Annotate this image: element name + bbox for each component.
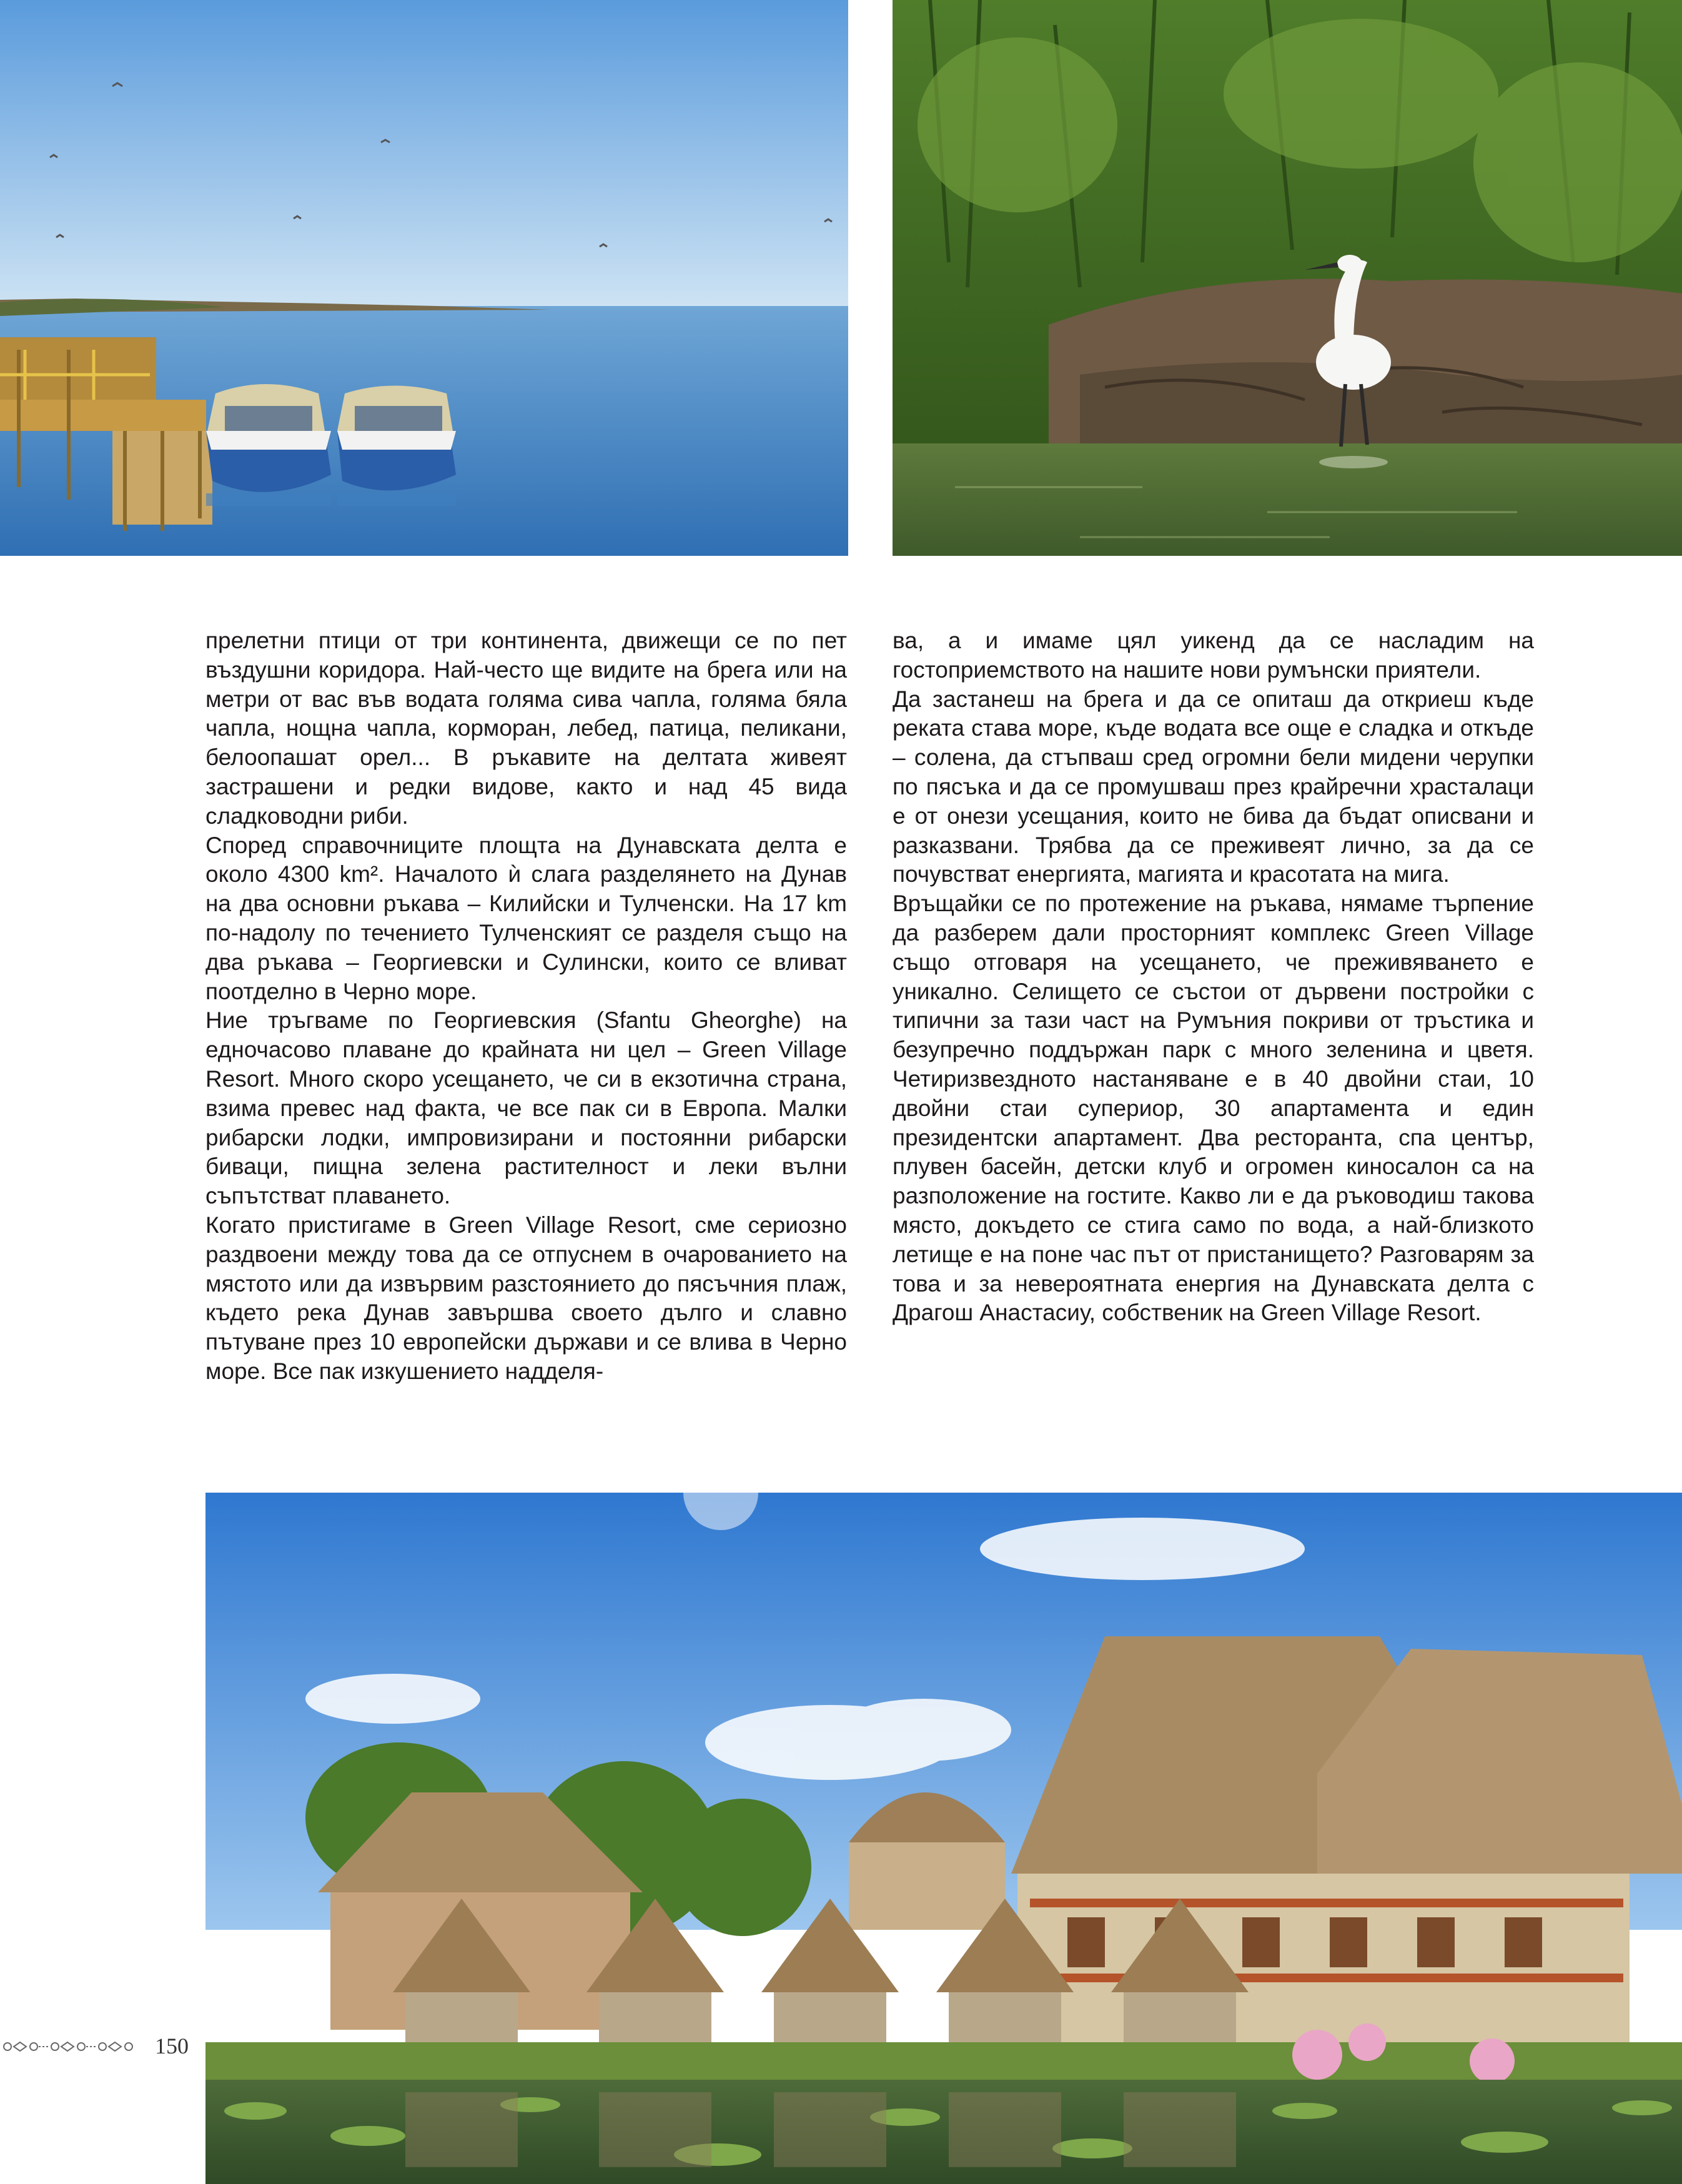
article-paragraph: Когато пристигаме в Green Village Resort, сме сериозно раздвоени между това да се отпуснем в очарованието на мястото или да извървим разстоянието до пясъчния плаж, където река Дунав завършва своето дълго и славно пътуване през 10 европейски държави и се влива в Черно море. Все пак изкушението надделя- [205, 1212, 847, 1384]
article-paragraph: Според справочниците площта на Дунавската делта е около 4300 km². Началото ѝ слага разделянето на Дунав на два основни ръкава – Килийски и Тулченски. На 17 km по-надолу по течението Тулченският се разделя също на два ръкава – Георгиевски и Сулински, които се вливат поотделно в Черно море. [205, 832, 847, 1004]
article-column-right [893, 626, 1534, 1328]
article-paragraph: Ние тръгваме по Георгиевския (Sfantu Gheorghe) на едночасово плаване до крайната ни цел – Green Village Resort. Много скоро усещането, че си в екзотична страна, взима превес над факта, че все пак си в Европа. Малки рибарски лодки, импровизирани и постоянни рибарски биваци, пищна зелена растителност и леки вълни съпътстват плаването. [205, 1007, 847, 1209]
photo-egret-on-riverbank [893, 0, 1682, 556]
article-column-left [205, 626, 847, 1386]
article-paragraph: Връщайки се по протежение на ръкава, нямаме търпение да разберем дали просторният комплекс Green Village също отговаря на усещането, че преживяването е уникално. Селището се състои от дървени постройки с типични за тази част на Румъния покриви от тръстика и безупречно поддържан парк с много зеленина и цветя. Четиризвездното настаняване е в 40 двойни стаи, 10 двойни стаи супериор, 30 апартамента и един президентски апартамент. Два ресторанта, спа център, плувен басейн, детски клуб и огромен киносалон са на разположение на гостите. Какво ли е да ръководиш такова място, докъдето се стига само по вода, а най-близкото летище е на поне час път от пристанището? Разговарям за това и за невероятната енергия на Дунавската делта с Драгош Анастасиу, собственик на Green Village Resort. [893, 891, 1534, 1326]
decorative-border-ornament [0, 2037, 144, 2056]
article-paragraph: ва, а и имаме цял уикенд да се насладим на гостоприемството на нашите нови румънски приятели. [893, 628, 1534, 683]
photo-resort-cabins-on-pond [205, 1493, 1682, 2184]
article-paragraph: Да застанеш на брега и да се опиташ да откриеш къде реката става море, къде водата все още е сладка и откъде – солена, да стъпваш сред огромни бели мидени черупки по пясъка и да се промушваш през крайречни храсталаци е от онези усещания, които не бива да бъдат описвани и разказвани. Трябва да се преживеят лично, за да се почувстват енергията, магията и красотата на мига. [893, 686, 1534, 887]
article-paragraph: прелетни птици от три континента, движещи се по пет въздушни коридора. Най-често ще видите на брега или на метри от вас във водата голяма сива чапла, голяма бяла чапла, нощна чапла, корморан, лебед, патица, пеликани, белоопашат орел... В ръкавите на делтата живеят застрашени и редки видове, както и над 45 вида сладководни риби. [205, 628, 847, 829]
photo-boats-at-jetty [0, 0, 848, 556]
page-number: 150 [155, 2033, 189, 2058]
